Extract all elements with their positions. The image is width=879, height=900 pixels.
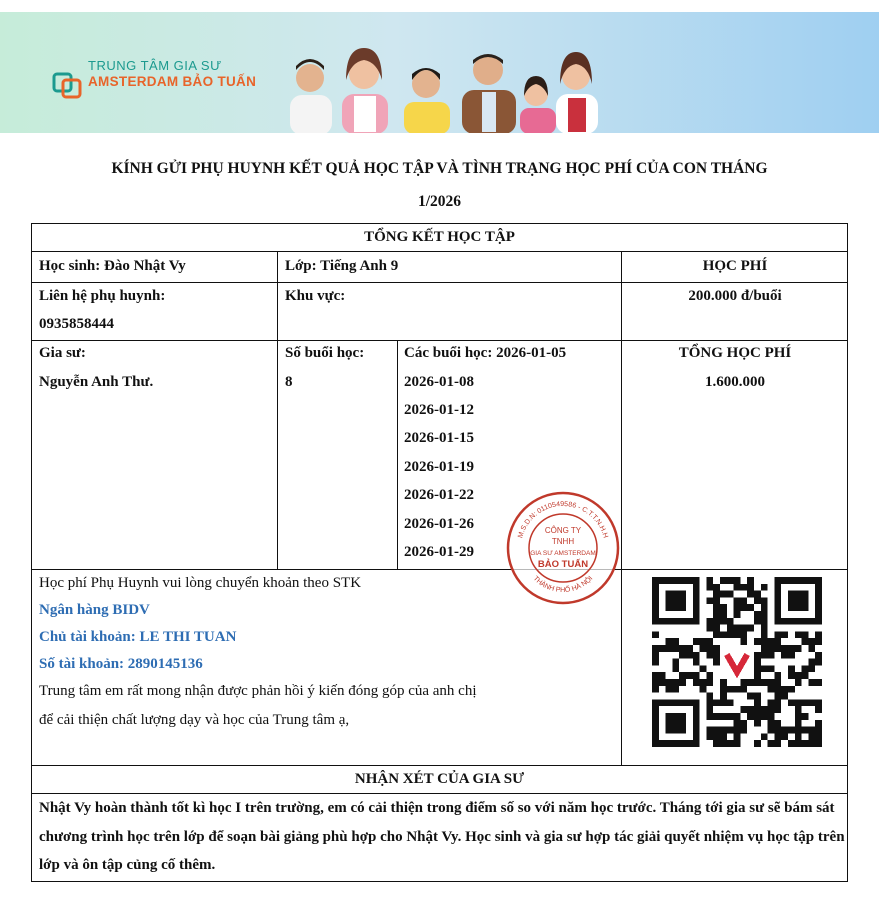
brand-name (88, 58, 256, 91)
session-date: 2026-01-15 (404, 430, 474, 446)
parent-phone: 0935858444 (39, 316, 114, 332)
qr-code (652, 576, 822, 748)
session-date: 2026-01-26 (404, 516, 474, 532)
session-date: 2026-01-29 (404, 544, 474, 560)
parent-contact-label: Liên hệ phụ huynh: (39, 288, 166, 304)
brand-line-2: AMSTERDAM BẢO TUẤN (88, 74, 257, 90)
area-label: Khu vực: (285, 288, 346, 304)
report-title: KÍNH GỬI PHỤ HUYNH KẾT QUẢ HỌC TẬP VÀ TÌNH TRẠNG HỌC PHÍ CỦA CON THÁNG (111, 160, 768, 177)
session-date: 2026-01-19 (404, 459, 474, 475)
report-table (31, 223, 848, 882)
header-banner (0, 12, 879, 133)
seal-bottom-text: THÀNH PHỐ HÀ NỘI (531, 575, 595, 595)
tutor-comment-header: NHẬN XÉT CỦA GIA SƯ (354, 771, 525, 787)
class-name: Lớp: Tiếng Anh 9 (285, 258, 399, 274)
feedback-line-1: Trung tâm em rất mong nhận được phản hồi ý kiến đóng góp của anh chị (39, 683, 477, 699)
report-month: 1/2026 (417, 193, 462, 210)
brand-line-1: TRUNG TÂM GIA SƯ (88, 58, 222, 73)
session-date: 2026-01-22 (404, 487, 474, 503)
account-number: Số tài khoản: 2890145136 (39, 656, 203, 672)
seal-line-2: TNHH (551, 537, 575, 546)
summary-header: TỔNG KẾT HỌC TẬP (364, 229, 515, 245)
bank-name: Ngân hàng BIDV (39, 602, 150, 618)
seal-line-4: BẢO TUẤN (537, 559, 589, 570)
seal-line-3: GIA SƯ AMSTERDAM (530, 550, 596, 557)
feedback-line-2: để cải thiện chất lượng dạy và học của Trung tâm ạ, (39, 712, 350, 728)
sessions-label: Số buổi học: (285, 345, 365, 361)
company-seal (505, 490, 621, 606)
banner-people-illustration (270, 40, 610, 133)
tutor-name: Nguyễn Anh Thư. (39, 374, 154, 390)
fee-header: HỌC PHÍ (702, 258, 768, 274)
session-dates-label: Các buổi học: 2026-01-05 (404, 345, 567, 361)
session-date: 2026-01-12 (404, 402, 474, 418)
payment-intro: Học phí Phụ Huynh vui lòng chuyển khoản theo STK (39, 575, 362, 591)
total-fee-value: 1.600.000 (705, 374, 765, 390)
session-date: 2026-01-08 (404, 374, 474, 390)
seal-ring-text: M.S.D.N: 0110549586 - C.T.T.N.H.H (517, 500, 609, 539)
sessions-count: 8 (285, 374, 293, 390)
student-name: Học sinh: Đào Nhật Vy (39, 258, 186, 274)
account-holder: Chủ tài khoản: LE THI TUAN (39, 629, 237, 645)
fee-per-session: 200.000 đ/buổi (688, 288, 782, 304)
tutor-comment-text: Nhật Vy hoàn thành tốt kì học I trên trường, em có cải thiện trong điểm số so với năm học trước. Tháng tới gia sư sẽ bám sát chương trình học trên lớp để soạn bài giảng phù hợp cho Nhật Vy. Học sinh và gia sư hợp tác giải quyết nhiệm vụ học tập trên lớp và ôn tập củng cố thêm. (39, 800, 845, 873)
tutor-label: Gia sư: (39, 345, 86, 361)
seal-line-1: CÔNG TY (544, 526, 582, 535)
total-fee-label: TỔNG HỌC PHÍ (678, 345, 792, 361)
brand-logo-icon (52, 70, 82, 100)
